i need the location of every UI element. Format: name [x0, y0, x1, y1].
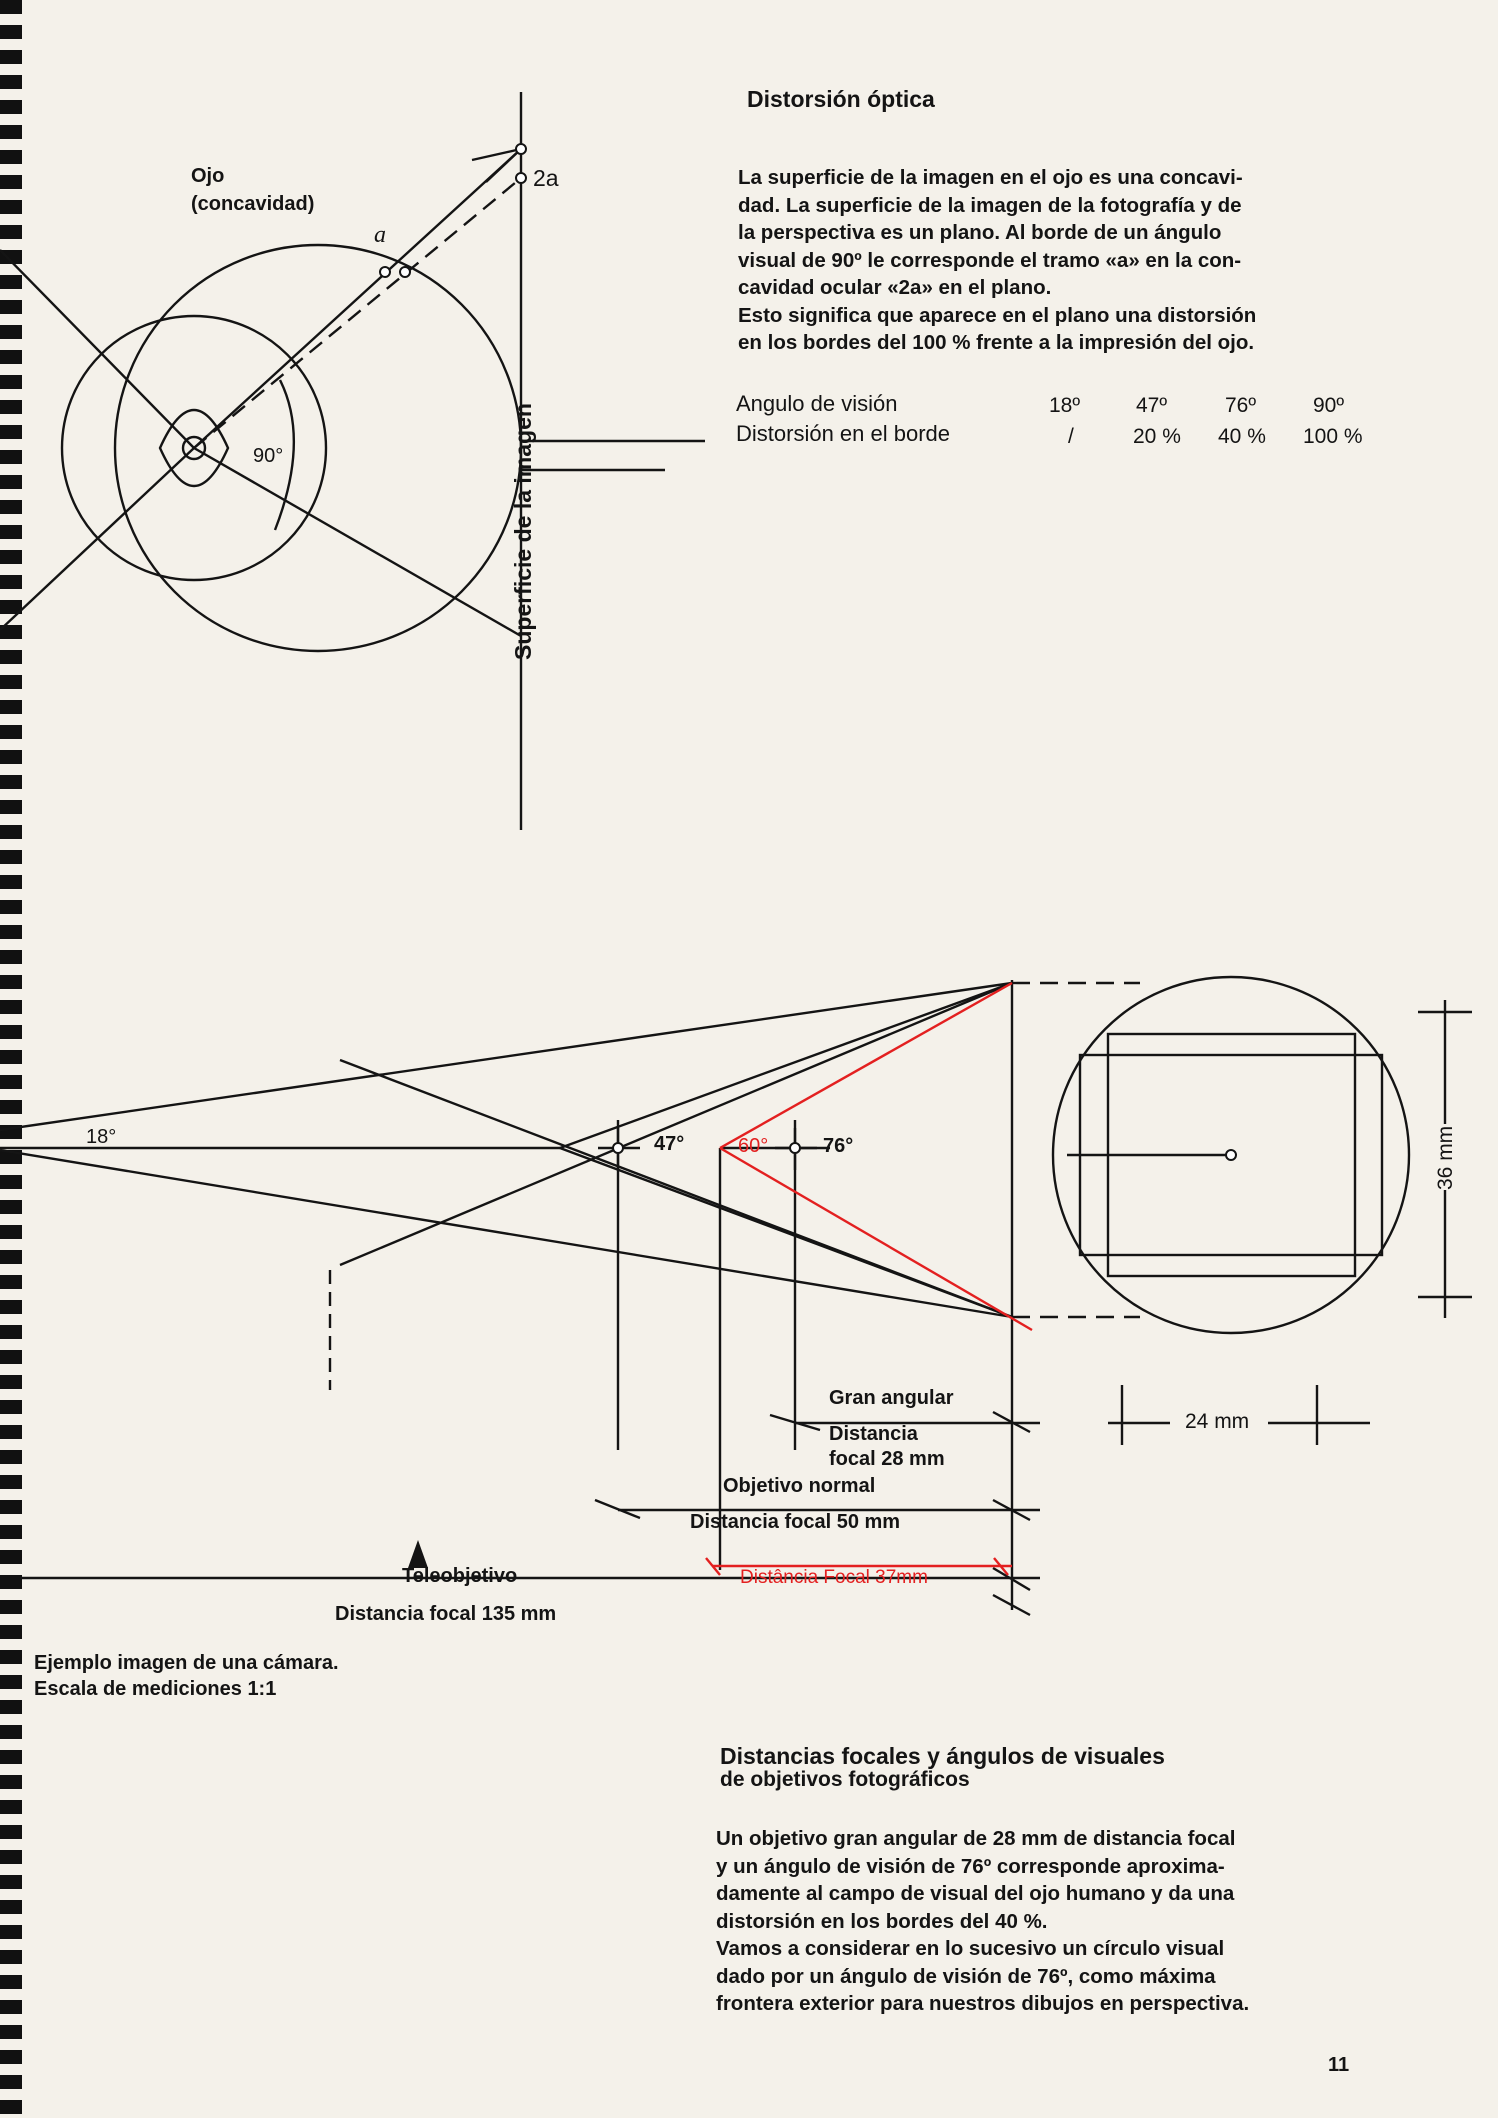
two-a-label: 2a	[533, 165, 559, 191]
tele-label: Teleobjetivo	[402, 1565, 518, 1587]
wide-focal-line1: Distancia	[829, 1423, 918, 1445]
angle-18-label: 18°	[86, 1126, 117, 1148]
distortion-cell: 20 %	[1133, 425, 1181, 448]
tele-focal-label: Distancia focal 135 mm	[335, 1603, 557, 1625]
angle-47-label: 47°	[654, 1133, 685, 1155]
dim-36-label: 36 mm	[1434, 1125, 1457, 1190]
paragraph-line: y un ángulo de visión de 76º corresponde aproxima-	[716, 1854, 1225, 1878]
paragraph-line: frontera exterior para nuestros dibujos en perspectiva.	[716, 1992, 1250, 2015]
camera-caption-line2: Escala de mediciones 1:1	[34, 1678, 277, 1700]
angle-76-label: 76°	[823, 1135, 854, 1157]
paragraph-line: cavidad ocular «2a» en el plano.	[738, 276, 1052, 299]
paragraph-line: Esto significa que aparece en el plano una distorsión	[738, 303, 1257, 327]
page-number: 11	[1328, 2054, 1350, 2076]
wide-focal-line2: focal 28 mm	[829, 1448, 945, 1470]
paragraph-line: Un objetivo gran angular de 28 mm de distancia focal	[716, 1827, 1236, 1850]
eye-sublabel: (concavidad)	[191, 193, 315, 215]
focal-paragraph	[716, 1825, 1396, 2018]
paragraph-line: Vamos a considerar en lo sucesivo un círculo visual	[716, 1937, 1225, 1960]
paragraph-line: La superficie de la imagen en el ojo es una concavi-	[738, 166, 1243, 189]
distortion-cell: /	[1068, 425, 1074, 448]
angle-cell: 76º	[1225, 394, 1257, 417]
angle-cell: 18º	[1049, 394, 1081, 417]
angle-60-label: 60°	[738, 1135, 769, 1157]
paragraph-line: dad. La superficie de la imagen de la fotografía y de	[738, 193, 1242, 217]
distortion-cell: 40 %	[1218, 425, 1266, 448]
a-label: a	[374, 222, 386, 248]
normal-lens-label: Objetivo normal	[723, 1475, 876, 1497]
distortion-title: Distorsión óptica	[747, 86, 935, 112]
paragraph-line: en los bordes del 100 % frente a la impresión del ojo.	[738, 331, 1255, 354]
angle-cell: 90º	[1313, 394, 1345, 417]
eye-label: Ojo	[191, 165, 225, 187]
angle-90-label: 90°	[253, 445, 284, 467]
image-plane-label: Superficie de la imagen	[510, 403, 536, 660]
focal-section-title-2: de objetivos fotográficos	[720, 1768, 970, 1791]
angle-cell: 47º	[1136, 394, 1168, 417]
red-focal-label: Distância Focal 37mm	[740, 1567, 928, 1588]
wide-angle-label: Gran angular	[829, 1387, 954, 1409]
distortion-cell: 100 %	[1303, 425, 1363, 448]
paragraph-line: dado por un ángulo de visión de 76º, como máxima	[716, 1964, 1216, 1988]
paragraph-line: damente al campo de visual del ojo humano y da una	[716, 1882, 1235, 1905]
camera-caption-line1: Ejemplo imagen de una cámara.	[34, 1652, 339, 1674]
row-angle-label: Angulo de visión	[736, 391, 898, 416]
focal-section-title-1: Distancias focales y ángulos de visuales	[720, 1743, 1165, 1769]
dim-24-label: 24 mm	[1185, 1410, 1250, 1433]
paragraph-line: distorsión en los bordes del 40 %.	[716, 1909, 1048, 1933]
row-distortion-label: Distorsión en el borde	[736, 421, 951, 446]
paragraph-line: visual de 90º le corresponde el tramo «a» en la con-	[738, 248, 1242, 272]
normal-focal-label: Distancia focal 50 mm	[690, 1511, 901, 1533]
paragraph-line: la perspectiva es un plano. Al borde de un ángulo	[738, 221, 1222, 244]
